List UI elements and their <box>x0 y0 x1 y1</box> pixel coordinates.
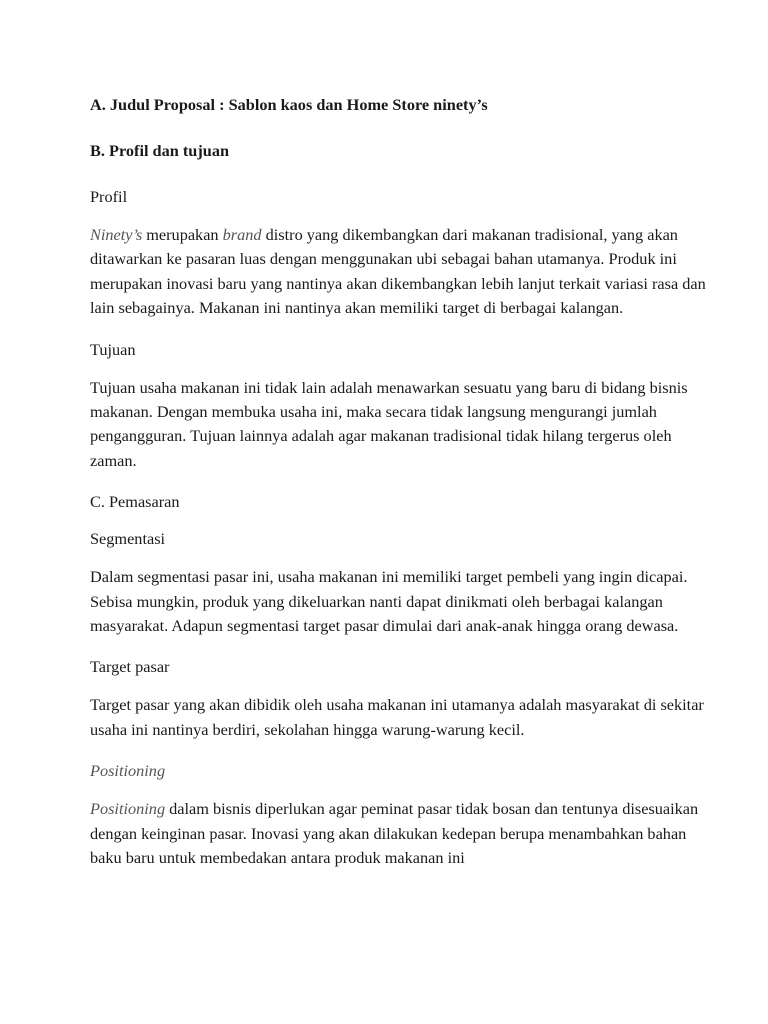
profil-em-ninetys: Ninety’s <box>90 225 143 244</box>
profil-text-1: merupakan <box>142 225 223 244</box>
segmentasi-title: Segmentasi <box>90 529 166 549</box>
segmentasi-paragraph: Dalam segmentasi pasar ini, usaha makanan ini memiliki target pembeli yang ingin dicapai. Sebisa mungkin, produk yang dikeluarkan nanti dapat dinikmati oleh berbagai kalangan masyarakat. Adapun segmentasi target pasar dimulai dari anak-anak hingga orang dewasa. <box>90 567 688 636</box>
tujuan-paragraph: Tujuan usaha makanan ini tidak lain adalah menawarkan sesuatu yang baru di bidang bisnis makanan. Dengan membuka usaha ini, maka secara tidak langsung mengurangi jumlah pengangguran. Tujuan lainnya adalah agar makanan tradisional tidak hilang tergerus oleh zaman. <box>90 377 688 470</box>
tujuan-title: Tujuan <box>90 339 136 359</box>
heading-b: B. Profil dan tujuan <box>90 141 230 160</box>
profil-text-2: distro yang dikembangkan dari makanan tradisional, yang akan ditawarkan ke pasaran luas dengan menggunakan ubi sebagai bahan utamanya. Produk ini merupakan inovasi baru yang nantinya akan dikembangkan lebih lanjut terkait variasi rasa dan lain sebagainya. Makanan ini nantinya akan memiliki target di berbagai kalangan. <box>90 225 706 318</box>
heading-c: C. Pemasaran <box>90 492 180 512</box>
positioning-title: Positioning <box>90 761 166 781</box>
target-pasar-paragraph: Target pasar yang akan dibidik oleh usaha makanan ini utamanya adalah masyarakat di sekitar usaha ini nantinya berdiri, sekolahan hingga warung-warung kecil. <box>90 695 704 739</box>
profil-paragraph <box>90 223 708 321</box>
positioning-text-1: dalam bisnis diperlukan agar peminat pasar tidak bosan dan tentunya disesuaikan dengan keinginan pasar. Inovasi yang akan dilakukan kedepan berupa menambahkan bahan baku baru untuk membedakan antara produk makanan ini <box>90 799 699 868</box>
target-pasar-title: Target pasar <box>90 657 170 677</box>
positioning-paragraph <box>90 797 708 870</box>
profil-em-brand: brand <box>222 225 262 244</box>
positioning-em: Positioning <box>90 799 166 819</box>
profil-title: Profil <box>90 187 128 206</box>
heading-a: A. Judul Proposal : Sablon kaos dan Home Store ninety’s <box>90 95 488 114</box>
